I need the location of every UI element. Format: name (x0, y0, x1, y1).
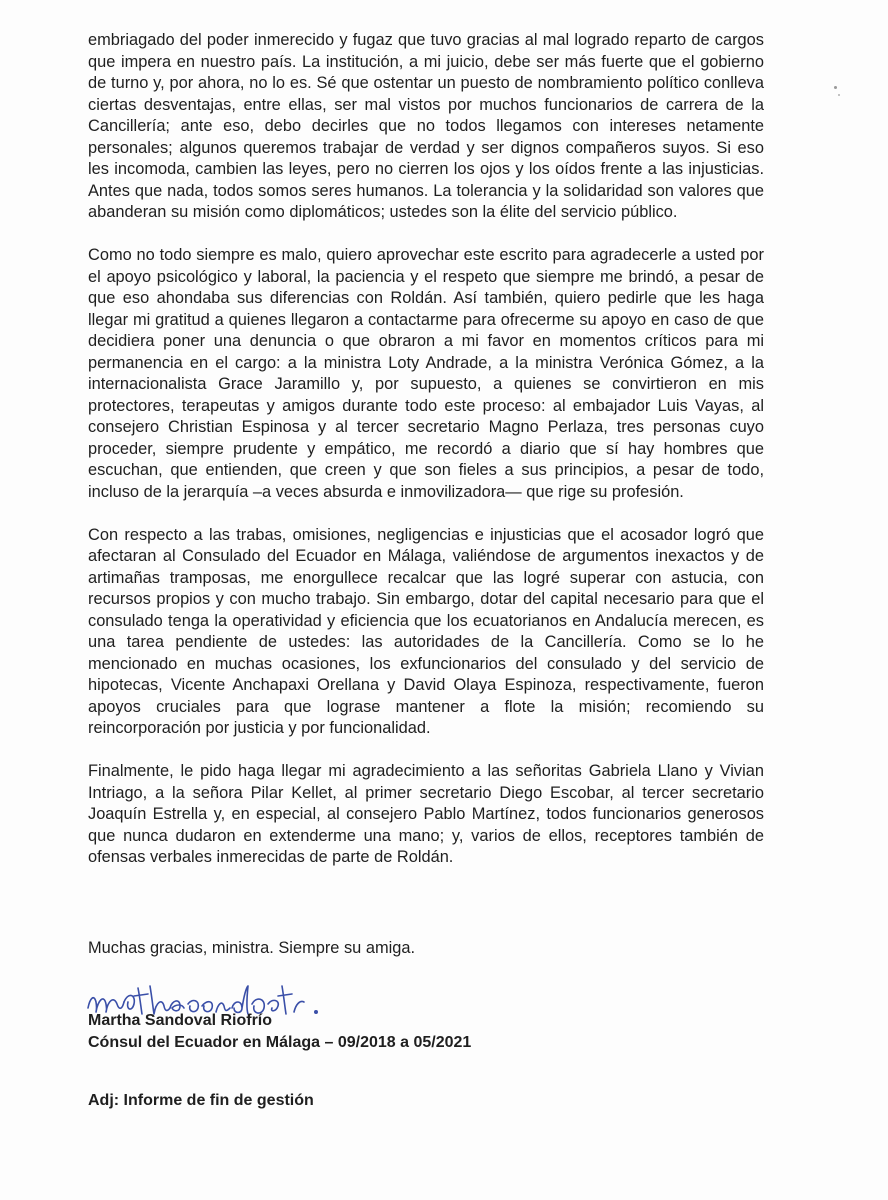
paragraph-2: Como no todo siempre es malo, quiero aprovechar este escrito para agradecerle a usted por el apoyo psicológico y laboral, la paciencia y el respeto que siempre me brindó, a pesar de que eso ahondaba sus diferencias con Roldán. Así también, quiero pedirle que les haga llegar mi gratitud a quienes llegaron a contactarme para ofrecerme su apoyo en caso de que decidiera poner una denuncia o que obraron a mi favor en momentos críticos para mi permanencia en el cargo: a la ministra Loty Andrade, a la ministra Verónica Gómez, a la internacionalista Grace Jaramillo y, por supuesto, a quienes se convirtieron en mis protectores, terapeutas y amigos durante todo este proceso: al embajador Luis Vayas, al consejero Christian Espinosa y al tercer secretario Magno Perlaza, tres personas cuyo proceder, siempre prudente y empático, me recordó a diario que sí hay hombres que escuchan, que entienden, que creen y que son fieles a sus principios, a pesar de todo, incluso de la jerarquía –a veces absurda e inmovilizadora— que rige su profesión. (88, 246, 764, 501)
signer-title: Cónsul del Ecuador en Málaga – 09/2018 a 05/2021 (88, 1034, 472, 1051)
paragraph-3: Con respecto a las trabas, omisiones, negligencias e injusticias que el acosador logró que afectaran al Consulado del Ecuador en Málaga, valiéndose de argumentos inexactos y de artimañas tramposas, me enorgullece recalcar que las logré superar con astucia, con recursos propios y con mucho trabajo. Sin embargo, dotar del capital necesario para que el consulado tenga la operatividad y eficiencia que los ecuatorianos en Andalucía merecen, es una tarea pendiente de ustedes: las autoridades de la Cancillería. Como se lo he mencionado en muchas ocasiones, los exfuncionarios del consulado y del servicio de hipotecas, Vicente Anchapaxi Orellana y David Olaya Espinoza, respectivamente, fueron apoyos cruciales para que lograse mantener a flote la misión; recomiendo su reincorporación por justicia y por funcionalidad. (88, 525, 764, 737)
scan-speck (834, 86, 837, 89)
signer-name: Martha Sandoval Riofrío (88, 1012, 273, 1029)
closing-line: Muchas gracias, ministra. Siempre su amiga. (88, 939, 416, 957)
attachment-note: Adj: Informe de fin de gestión (88, 1092, 314, 1109)
scan-speck (838, 94, 840, 96)
signature-block (88, 1010, 471, 1054)
paragraph-1: embriagado del poder inmerecido y fugaz que tuvo gracias al mal logrado reparto de cargos que impera en nuestro país. La institución, a mi juicio, debe ser más fuerte que el gobierno de turno y, por ahora, no lo es. Sé que ostentar un puesto de nombramiento político conlleva ciertas desventajas, entre ellas, ser mal vistos por muchos funcionarios de carrera de la Cancillería; ante eso, debo decirles que no todos llegamos con intereses netamente personales; algunos queremos trabajar de verdad y ser dignos compañeros suyos. Si eso les incomoda, cambien las leyes, pero no cierren los ojos y los oídos frente a las injusticias. Antes que nada, todos somos seres humanos. La tolerancia y la solidaridad son valores que abanderan su misión como diplomáticos; ustedes son la élite del servicio público. (88, 31, 764, 221)
letter-body (88, 30, 764, 890)
paragraph-4: Finalmente, le pido haga llegar mi agradecimiento a las señoritas Gabriela Llano y Vivian Intriago, a la señora Pilar Kellet, al primer secretario Diego Escobar, al tercer secretario Joaquín Estrella y, en especial, al consejero Pablo Martínez, todos funcionarios generosos que nunca dudaron en extenderme una mano; y, varios de ellos, receptores también de ofensas verbales inmerecidas de parte de Roldán. (88, 762, 764, 866)
